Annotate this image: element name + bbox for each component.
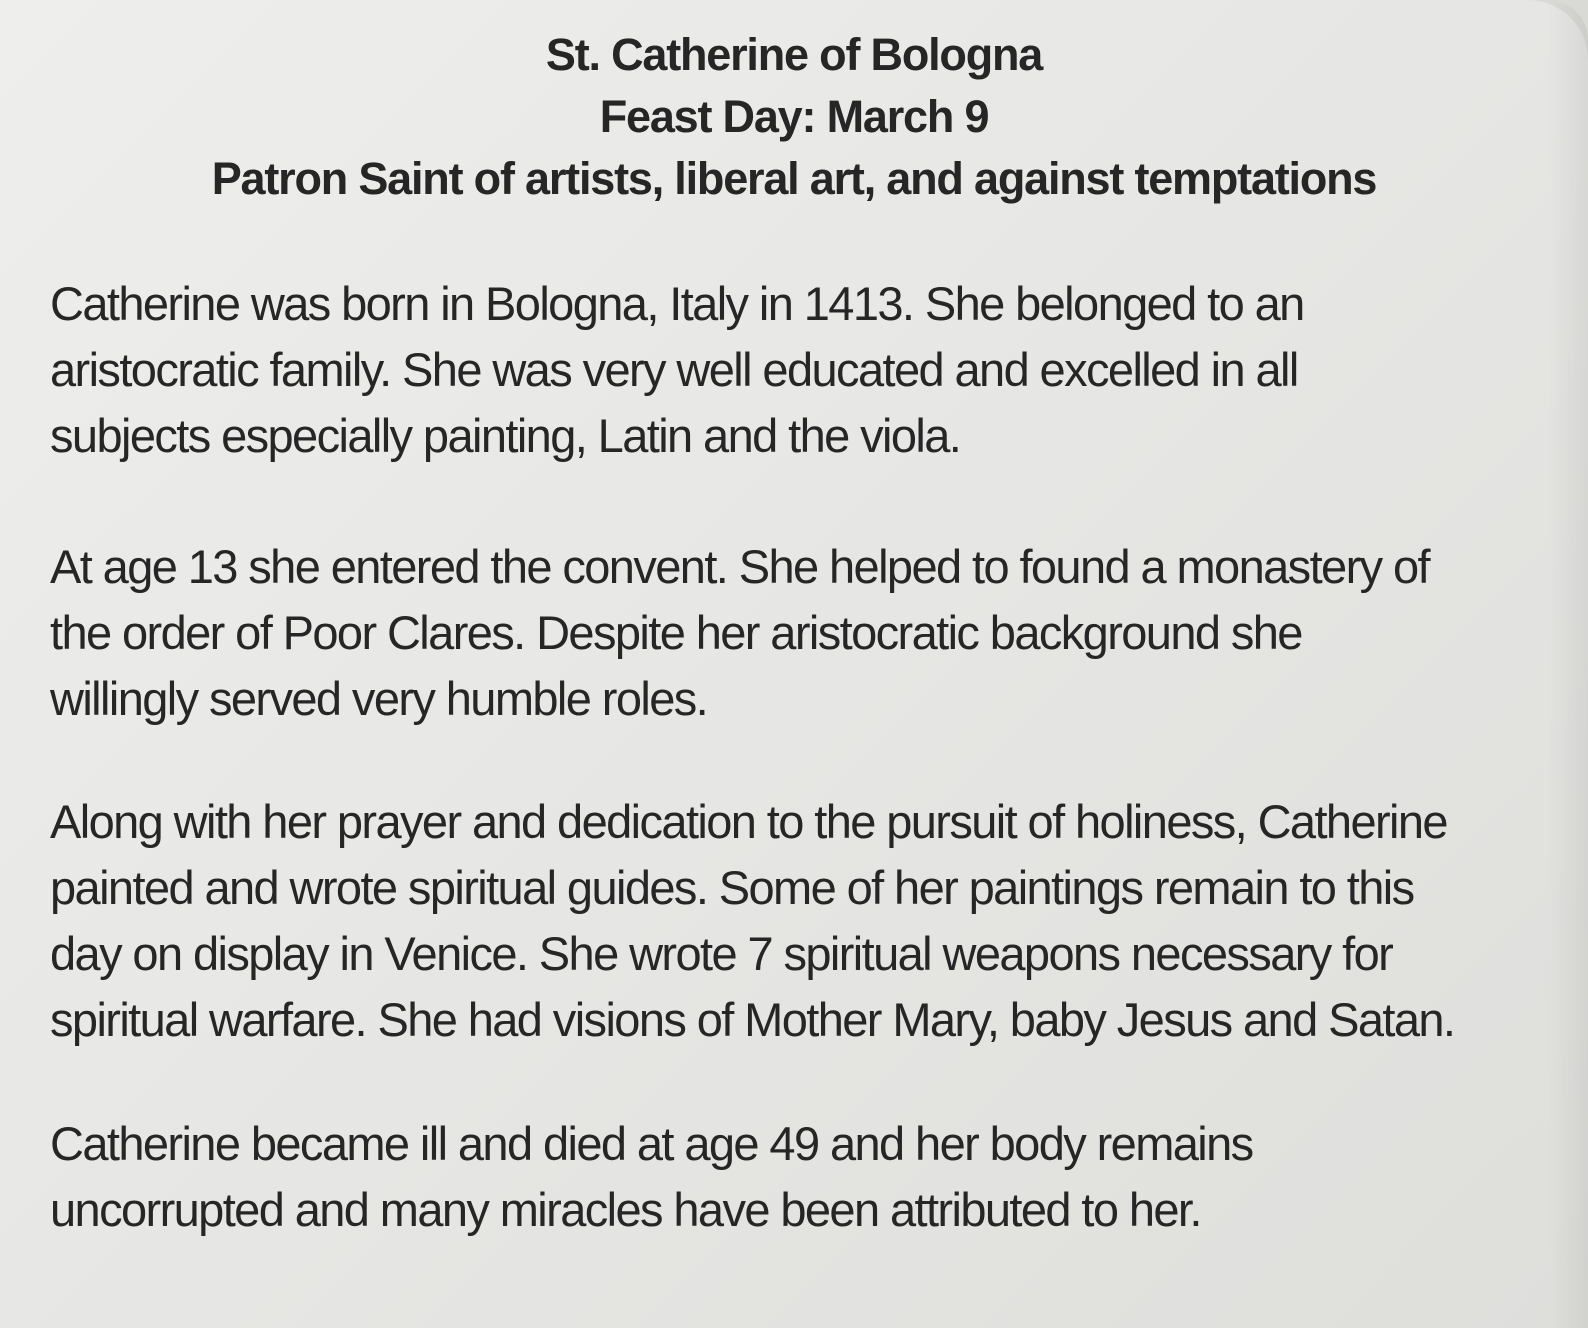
text-line: aristocratic family. She was very well educated and excelled in all (50, 343, 1298, 396)
card-heading (0, 24, 1588, 210)
text-line: day on display in Venice. She wrote 7 spiritual weapons necessary for (50, 927, 1393, 980)
paragraph-birth (50, 271, 1570, 469)
patronage-line: Patron Saint of artists, liberal art, and against temptations (211, 153, 1377, 204)
text-line: uncorrupted and many miracles have been attributed to her. (50, 1183, 1201, 1236)
feast-day-line: Feast Day: March 9 (599, 91, 989, 142)
saint-name-title: St. Catherine of Bologna (545, 29, 1043, 80)
paragraph-death (50, 1111, 1570, 1243)
text-line: subjects especially painting, Latin and the viola. (50, 409, 961, 462)
text-line: At age 13 she entered the convent. She helped to found a monastery of (50, 540, 1429, 593)
paragraph-convent (50, 534, 1570, 732)
text-line: painted and wrote spiritual guides. Some of her paintings remain to this (50, 861, 1414, 914)
text-line: willingly served very humble roles. (50, 672, 708, 725)
paragraph-works (50, 789, 1570, 1053)
text-line: Catherine was born in Bologna, Italy in 1413. She belonged to an (50, 277, 1304, 330)
text-line: Catherine became ill and died at age 49 and her body remains (50, 1117, 1253, 1170)
text-line: the order of Poor Clares. Despite her aristocratic background she (50, 606, 1302, 659)
text-line: Along with her prayer and dedication to the pursuit of holiness, Catherine (50, 795, 1447, 848)
text-line: spiritual warfare. She had visions of Mother Mary, baby Jesus and Satan. (50, 993, 1455, 1046)
